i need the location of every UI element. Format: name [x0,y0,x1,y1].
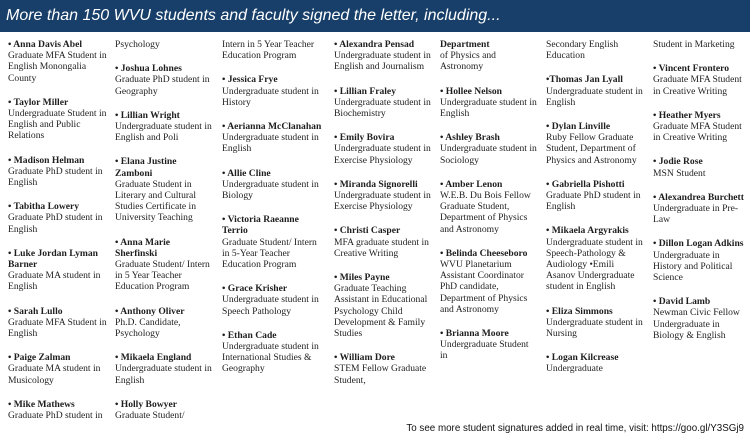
signatory-entry [546,74,645,108]
signatory-entry [8,97,107,142]
signatory-name: • Belinda Cheeseboro [440,247,528,259]
signatory-entry [334,39,432,73]
signatory-entry [8,399,107,421]
signatory-entry [546,306,645,340]
signatory-name: • Logan Kilcrease [546,352,619,364]
signatory-description: Undergraduate [546,363,603,375]
signatory-entry [115,306,214,340]
signatory-description: Undergraduate Student in English and Public Relations [8,108,107,142]
column-1 [0,36,107,442]
signatory-name: • Vincent Frontero [653,63,730,75]
signatory-name: • Madison Helman [8,154,85,166]
signatory-entry [222,283,326,317]
signatory-name: • Victoria Raeanne Terrio [222,214,299,237]
signatory-name: • Ethan Cade [222,329,277,341]
signatory-name: • Sarah Lullo [8,305,63,317]
signatory-name: • Jodie Rose [653,156,703,168]
signatory-name: • Eliza Simmons [546,305,613,317]
signatory-entry [115,156,214,223]
signatory-description: Graduate Student in Literary and Cultural Studies Certificate in University Teaching [115,178,196,224]
signatory-description: Undergraduate student in History [222,85,319,108]
signatory-entry [115,110,214,144]
signatory-entry [653,110,750,144]
signatory-description: Graduate PhD student in English [8,212,103,235]
signatory-name: • Holly Bowyer [115,398,177,410]
signatory-name: • William Dore [334,352,395,364]
signatory-name: •Thomas Jan Lyall [546,74,623,86]
signatory-entry [334,272,432,339]
signatory-description: Graduate Student/ Intern in 5-Year Teacher Education Program [222,236,317,271]
signatory-entry [334,132,432,166]
signatory-description: Undergraduate student in Biology [222,178,319,202]
signatory-description: Psychology [115,39,160,50]
signatory-description: Undergraduate student in English [546,85,643,108]
signatory-name: • Lillian Fraley [334,85,396,97]
signatory-description: Graduate MFA Student in English Monongalia County [8,50,107,84]
column-2 [107,36,214,442]
signatory-name: • Dylan Linville [546,121,611,133]
signatory-name: • Paige Zalman [8,352,71,364]
signatory-description: Graduate MFA Student in English [8,316,107,340]
signatory-entry [334,179,432,213]
signatory-entry [440,86,538,120]
signatory-description: Undergraduate student in Exercise Physiology [334,143,431,166]
signatory-name: • Mikaela Argyrakis [546,225,629,237]
signatory-name: • Tabitha Lowery [8,201,80,213]
signatory-entry [440,179,538,235]
signatory-entry [546,121,645,166]
signatory-entry [222,168,326,202]
signatory-description: Graduate PhD student in Geography [115,74,210,97]
signatory-entry [653,63,750,97]
signatory-description: Graduate PhD student in English [8,165,103,189]
signatory-description: MSN Student [653,167,706,179]
signatory-name: • Mike Mathews [8,398,75,410]
footer-note [400,421,744,437]
signatory-name: • Ashley Brash [440,132,500,144]
signatory-description: Ruby Fellow Graduate Student, Department of Physics and Astronomy [546,132,637,166]
signatory-description: Graduate PhD student in [8,410,103,422]
signatory-entry [222,214,326,270]
signatory-entry [440,328,538,362]
signatory-name: • Elana Justine Zamboni [115,156,177,179]
signatory-description: Undergraduate in Pre-Law [653,203,739,226]
signatory-description: Secondary English Education [546,39,619,62]
signatory-description: Undergraduate student in Nursing [546,316,643,340]
signatory-name: • Alexandra Pensad [334,39,415,50]
signatory-name: • Luke Jordan Lyman Barner [8,247,98,271]
headline-text: More than 150 WVU students and faculty signed the letter, including... [6,7,501,24]
signatory-entry [8,352,107,386]
signatory-description: Undergraduate student in English [440,96,537,120]
signatory-name: Department [440,39,490,50]
column-3 [214,36,326,442]
signatory-description: Undergraduate student in Exercise Physiology [334,190,431,213]
signatory-entry [334,86,432,120]
signatory-entry [653,296,750,341]
signatory-entry [440,39,538,73]
signatory-entry [115,399,214,421]
signatory-name: • Miranda Signorelli [334,178,418,190]
signatory-description: Graduate Student/ Intern in 5 Year Teacher Education Program [115,259,210,293]
signatory-name: • Grace Krisher [222,283,288,295]
signatory-name: • Taylor Miller [8,96,69,108]
signatory-name: • Christi Casper [334,225,401,237]
signatory-entry [222,39,326,61]
signatory-name: • Miles Payne [334,272,390,284]
footer-text: To see more student signatures added in real time, visit: https://goo.gl/Y3SGj9 [406,423,744,434]
signatory-description: Undergraduate student in Speech-Pathology & Audiology •Emili Asanov Undergraduate student in English [546,236,643,293]
signatory-entry [222,74,326,108]
signatory-description: Undergraduate student in Biochemistry [334,96,431,120]
signatory-description: Intern in 5 Year Teacher Education Program [222,39,315,62]
signatory-entry [653,39,750,50]
signatory-name: • Gabriella Pishotti [546,178,625,190]
signatory-name: • Hollee Nelson [440,85,502,97]
signatory-entry [8,248,107,293]
column-4 [326,36,432,442]
signatory-description: Newman Civic Fellow Undergraduate in Biology & English [653,307,740,341]
signatory-entry [8,39,107,84]
column-6 [538,36,645,442]
signatory-entry [8,306,107,340]
signatory-name: • Anthony Oliver [115,305,185,317]
column-5 [432,36,538,442]
signatory-entry [440,248,538,315]
signatory-entry [334,225,432,259]
signatory-description: STEM Fellow Graduate Student, [334,363,427,386]
signatory-description: WVU Planetarium Assistant Coordinator PhD candidate, Department of Physics and Astronomy [440,259,528,315]
signatory-entry [653,238,750,283]
signatory-name: • Heather Myers [653,109,721,121]
signatory-entry [546,179,645,213]
signatory-entry [222,121,326,155]
signatory-entry [546,39,645,61]
signatory-name: • Joshua Lohnes [115,63,182,75]
signatory-name: • Alexandrea Burchett [653,191,744,203]
signatory-description: Undergraduate Student in [440,339,529,362]
signatory-description: Undergraduate student in English and Journalism [334,50,431,73]
signatory-description: Undergraduate student in Sociology [440,143,537,166]
signatory-entry [334,352,432,386]
signatory-name: • Brianna Moore [440,328,509,340]
signatory-description: Graduate MFA Student in Creative Writing [653,121,742,144]
signatory-description: Undergraduate student in Speech Pathology [222,294,319,317]
signatory-description: Graduate PhD student in English [546,190,641,213]
signatory-entry [653,192,750,226]
signatory-name: • Lillian Wright [115,109,180,121]
signatory-description: Graduate MFA Student in Creative Writing [653,74,742,97]
headline-banner [0,0,750,32]
signatory-description: Undergraduate student in International Studies & Geography [222,341,319,375]
signatory-name: • Jessica Frye [222,74,278,86]
signatory-entry [653,156,750,178]
signatory-entry [440,132,538,166]
signatory-columns [0,36,750,442]
signatory-description: Undergraduate in History and Political Science [653,249,733,284]
signatory-name: • David Lamb [653,296,711,308]
signatory-name: • Allie Cline [222,167,271,179]
signatory-name: • Aerianna McClanahan [222,121,322,133]
signatory-description: Undergraduate student in English [222,132,319,155]
signatory-description: Graduate MA student in English [8,270,101,293]
signatory-description: of Physics and Astronomy [440,50,496,73]
signatory-entry [115,237,214,293]
signatory-description: Undergraduate student in English and Poli [115,121,212,144]
signatory-entry [115,352,214,386]
signatory-description: Undergraduate student in English [115,363,212,386]
signatory-name: • Anna Marie Sherfinski [115,236,171,259]
signatory-entry [222,330,326,375]
signatory-name: • Amber Lenon [440,178,503,190]
signatory-entry [546,225,645,292]
signatory-name: • Dillon Logan Adkins [653,238,744,250]
signatory-description: Student in Marketing [653,39,735,50]
signatory-entry [546,352,645,374]
signatory-entry [8,155,107,189]
signatory-name: • Emily Bovira [334,132,395,144]
signatory-description: MFA graduate student in Creative Writing [334,236,429,259]
signatory-name: • Mikaela England [115,352,192,364]
signatory-description: W.E.B. Du Bois Fellow Graduate Student, Department of Physics and Astronomy [440,190,531,235]
signatory-description: Ph.D. Candidate, Psychology [115,316,181,340]
column-7 [645,36,750,442]
signatory-entry [115,39,214,50]
signatory-description: Graduate Teaching Assistant in Educational Psychology Child Development & Family Studies [334,283,428,340]
signatory-name: • Anna Davis Abel [8,39,82,50]
signatory-entry [8,201,107,235]
signatory-entry [115,63,214,97]
signatory-description: Graduate MA student in Musicology [8,363,101,386]
signatory-description: Graduate Student/ [115,410,185,422]
